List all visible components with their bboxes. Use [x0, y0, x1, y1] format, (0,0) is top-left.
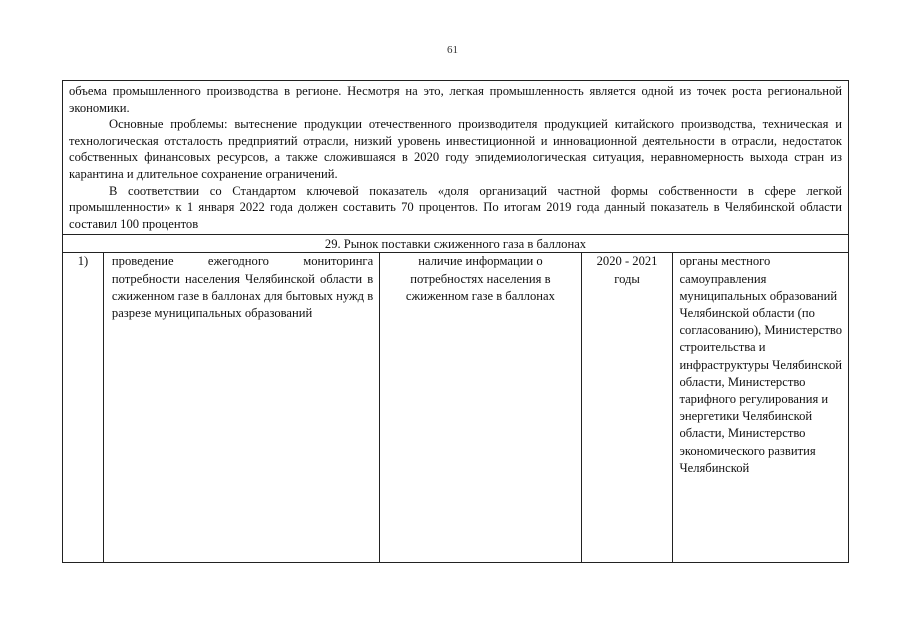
text-block: [63, 81, 848, 234]
executor-cell: органы местного самоуправления муниципальных образований Челябинской области (по согласованию), Министерство строительства и инфраструктуры Челябинской области, Министерство тарифного регулирования и энергетики Челябинской области, Министерство экономического развития Челябинской: [679, 254, 843, 475]
paragraph-continuation: объема промышленного производства в регионе. Несмотря на это, легкая промышленность является одной из точек роста региональной экономики.: [69, 84, 842, 115]
paragraph-indicator: В соответствии со Стандартом ключевой показатель «доля организаций частной формы собственности в сфере легкой промышленности» к 1 января 2022 года должен составить 70 процентов. По итогам 2019 года данный показатель в Челябинской области составил 100 процентов: [69, 183, 842, 231]
section-title: 29. Рынок поставки сжиженного газа в баллонах: [63, 234, 848, 253]
paragraph-problems: Основные проблемы: вытеснение продукции отечественного производителя продукцией китайского производства, техническая и технологическая отсталость предприятий отрасли, низкий уровень инвестиционной и инновационной деятельности в отрасли, недостаток собственных финансовых ресурсов, а также сложившаяся в 2020 году эпидемиологическая ситуация, неравномерность выхода стран из карантина и длительное сохранение ограничений.: [69, 117, 842, 181]
action-cell: проведение ежегодного мониторинга потребности населения Челябинской области в сжиженном газе в баллонах для бытовых нужд в разрезе муниципальных образований: [104, 253, 380, 562]
result-cell: наличие информации о потребностях населения в сжиженном газе в баллонах: [380, 253, 581, 562]
document-frame: [62, 80, 849, 563]
page-number: 61: [447, 44, 458, 56]
table-row: [63, 253, 848, 562]
term-cell: 2020 - 2021 годы: [582, 253, 674, 562]
row-number: 1): [63, 253, 104, 562]
